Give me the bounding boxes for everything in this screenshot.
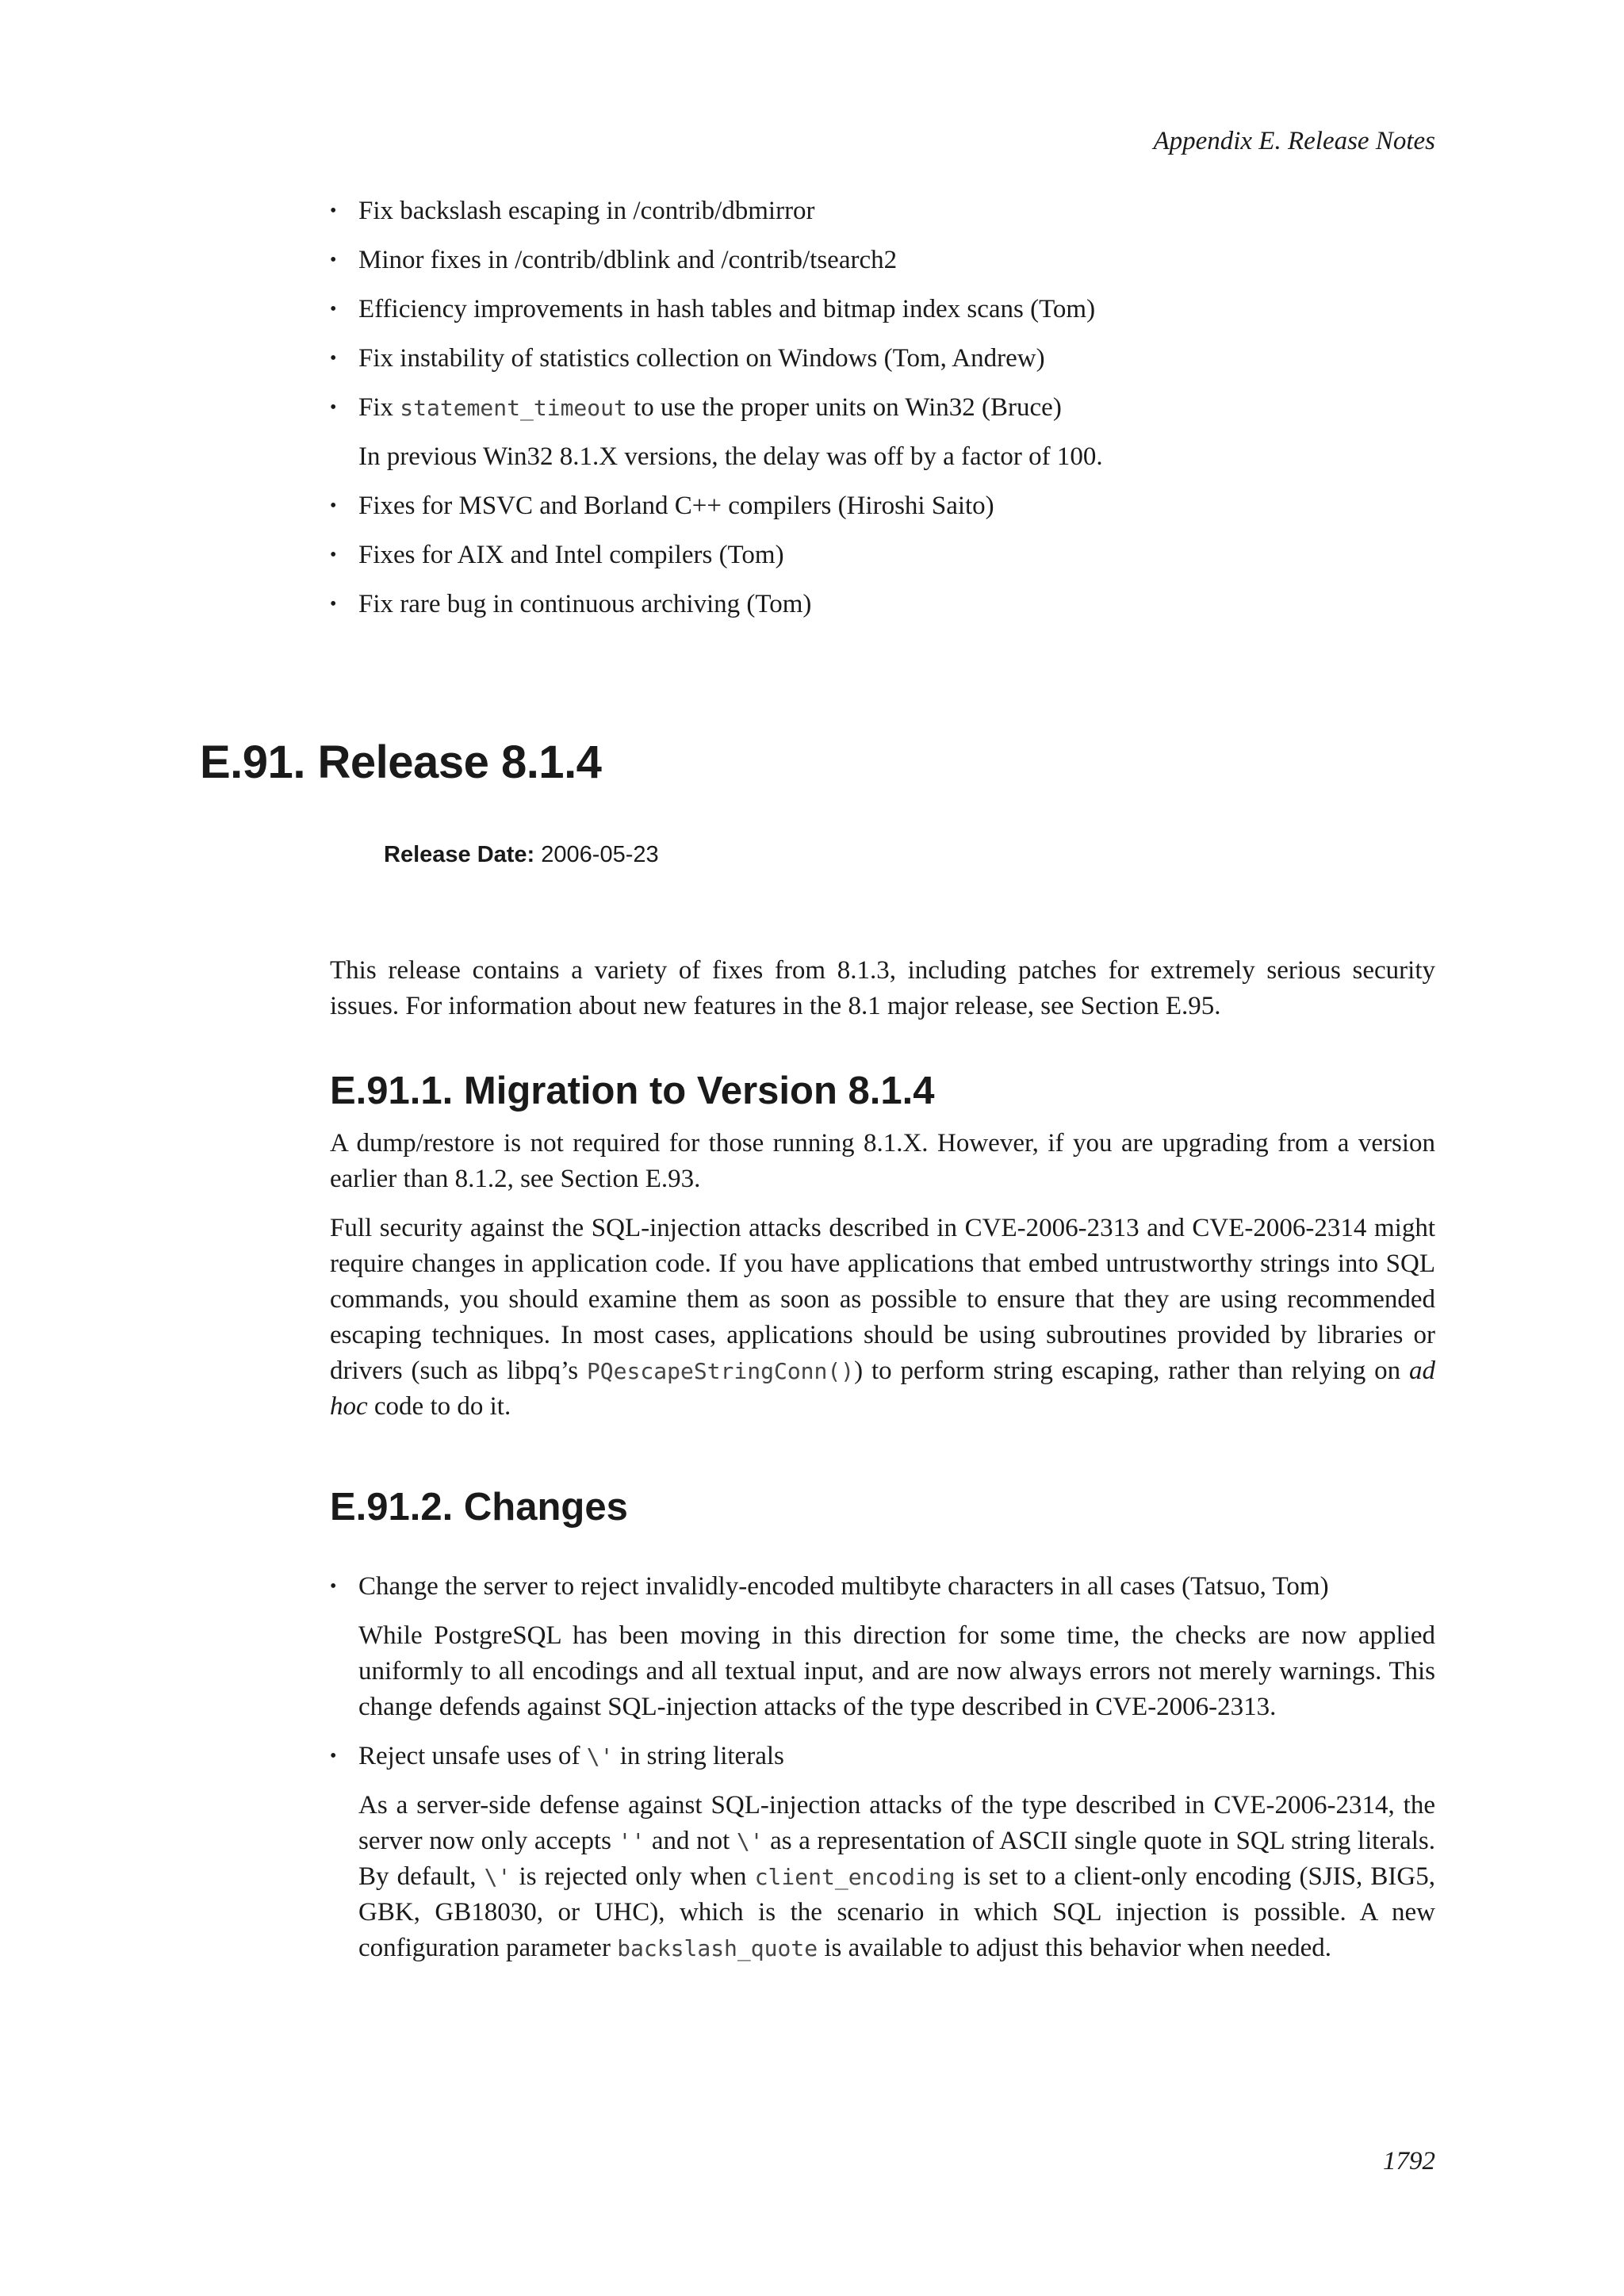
list-item: • Efficiency improvements in hash tables and bitmap index scans (Tom): [330, 292, 1435, 327]
list-item: • Fix statement_timeout to use the proper units on Win32 (Bruce) In previous Win32 8.1.X versions, the delay was off by a factor of 100.: [330, 390, 1435, 475]
top-bullet-list: [330, 193, 1435, 636]
list-item: • Fix rare bug in continuous archiving (Tom): [330, 587, 1435, 622]
list-item: • Fixes for AIX and Intel compilers (Tom): [330, 538, 1435, 573]
code-literal: PQescapeStringConn(): [586, 1358, 855, 1384]
list-item: • Fixes for MSVC and Borland C++ compilers (Hiroshi Saito): [330, 488, 1435, 524]
code-literal: backslash_quote: [617, 1935, 818, 1961]
migration-heading: E.91.1. Migration to Version 8.1.4: [330, 1070, 935, 1112]
migration-paragraph-1: A dump/restore is not required for those running 8.1.X. However, if you are upgrading from a version earlier than 8.1.2, see Section E.93.: [330, 1129, 1435, 1193]
list-item: • Fix backslash escaping in /contrib/dbmirror: [330, 193, 1435, 229]
list-item: • Minor fixes in /contrib/dblink and /contrib/tsearch2: [330, 243, 1435, 278]
running-header: Appendix E. Release Notes: [1153, 127, 1435, 155]
list-item: • Reject unsafe uses of \' in string literals As a server-side defense against SQL-injection attacks of the type described in CVE-2006-2314, the server now only accepts '' and not \' as a representation of ASCII single quote in SQL string literals. By default, \' is rejected only when client_encoding is set to a client-only encoding (SJIS, BIG5, GBK, GB18030, or UHC), which is the scenario in which SQL injection is possible. A new configuration parameter backslash_quote is available to adjust this behavior when needed.: [330, 1739, 1435, 1966]
list-item-detail: While PostgreSQL has been moving in this direction for some time, the checks are now applied uniformly to all encodings and all textual input, and are now always errors not merely warnings. This change defends against SQL-injection attacks of the type described in CVE-2006-2313.: [358, 1621, 1435, 1721]
page-number: 1792: [1383, 2147, 1435, 2175]
code-literal: \': [586, 1743, 614, 1770]
code-literal: statement_timeout: [400, 395, 627, 421]
code-literal: '': [618, 1828, 645, 1854]
changes-heading: E.91.2. Changes: [330, 1486, 628, 1529]
migration-paragraph-2: Full security against the SQL-injection attacks described in CVE-2006-2313 and CVE-2006-2314 might require changes in application code. If you have applications that embed untrustworthy strings into SQL commands, you should examine them as soon as possible to ensure that they are using recommended escaping techniques. In most cases, applications should be using subroutines provided by libraries or drivers (such as libpq’s PQescapeStringConn()) to perform string escaping, rather than relying on ad hoc code to do it.: [330, 1214, 1436, 1421]
release-date: Release Date: 2006-05-23: [384, 842, 659, 867]
list-item: • Fix instability of statistics collection on Windows (Tom, Andrew): [330, 341, 1435, 377]
code-literal: \': [736, 1828, 764, 1854]
intro-paragraph: This release contains a variety of fixes from 8.1.3, including patches for extremely serious security issues. For information about new features in the 8.1 major release, see Section E.95.: [330, 956, 1435, 1020]
list-item-detail: As a server-side defense against SQL-injection attacks of the type described in CVE-2006-2314, the server now only accepts '' and not \' as a representation of ASCII single quote in SQL string literals. By default, \' is rejected only when client_encoding is set to a client-only encoding (SJIS, BIG5, GBK, GB18030, or UHC), which is the scenario in which SQL injection is possible. A new configuration parameter backslash_quote is available to adjust this behavior when needed.: [358, 1791, 1435, 1962]
list-item-detail: In previous Win32 8.1.X versions, the delay was off by a factor of 100.: [358, 442, 1103, 471]
changes-list: [330, 1569, 1435, 1966]
section-title: E.91. Release 8.1.4: [200, 737, 602, 788]
list-item: • Change the server to reject invalidly-encoded multibyte characters in all cases (Tatsuo, Tom) While PostgreSQL has been moving in this direction for some time, the checks are now applied uniformly to all encodings and all textual input, and are now always errors not merely warnings. This change defends against SQL-injection attacks of the type described in CVE-2006-2313.: [330, 1569, 1435, 1725]
section-body: [330, 953, 1435, 1980]
code-literal: \': [484, 1864, 511, 1890]
code-literal: client_encoding: [754, 1864, 956, 1890]
